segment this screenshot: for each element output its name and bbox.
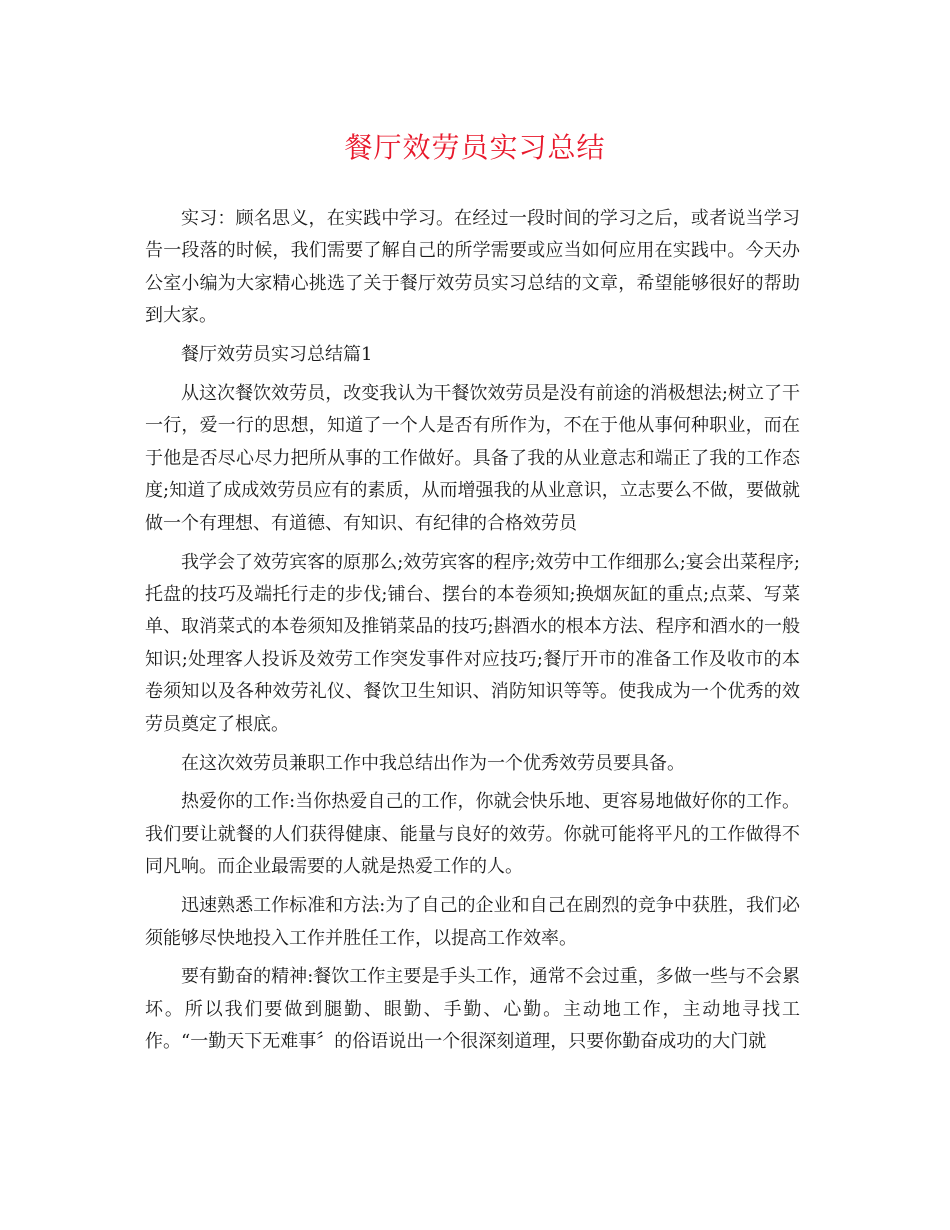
paragraph: 在这次效劳员兼职工作中我总结出作为一个优秀效劳员要具备。 xyxy=(181,752,685,774)
document-body xyxy=(145,203,800,1065)
paragraph-intro: 实习：顾名思义，在实践中学习。在经过一段时间的学习之后，或者说当学习告一段落的时候，我们需要了解自己的所学需要或应当如何应用在实践中。今天办公室小编为大家精心挑选了关于餐厅效劳员实习总结的文章，希望能够很好的帮助到大家。 xyxy=(145,208,800,327)
paragraph: 要有勤奋的精神:餐饮工作主要是手头工作，通常不会过重，多做一些与不会累坏。所以我们要做到腿勤、眼勤、手勤、心勤。主动地工作，主动地寻找工作。“一勤天下无难事〞的俗语说出一个很深刻道理，只要你勤奋成功的大门就 xyxy=(145,966,800,1053)
paragraph: 从这次餐饮效劳员，改变我认为干餐饮效劳员是没有前途的消极想法;树立了干一行，爱一行的思想，知道了一个人是否有所作为，不在于他从事何种职业，而在于他是否尽心尽力把所从事的工作做好。具备了我的从业意志和端正了我的工作态度;知道了成成效劳员应有的素质，从而增强我的从业意识，立志要么不做，要做就做一个有理想、有道德、有知识、有纪律的合格效劳员 xyxy=(145,383,800,534)
paragraph: 迅速熟悉工作标准和方法:为了自己的企业和自己在剧烈的竞争中获胜，我们必须能够尽快地投入工作并胜任工作，以提高工作效率。 xyxy=(145,895,800,949)
section-heading: 餐厅效劳员实习总结篇1 xyxy=(181,344,373,366)
paragraph: 热爱你的工作:当你热爱自己的工作，你就会快乐地、更容易地做好你的工作。我们要让就餐的人们获得健康、能量与良好的效劳。你就可能将平凡的工作做得不同凡响。而企业最需要的人就是热爱工作的人。 xyxy=(145,791,800,878)
paragraph: 我学会了效劳宾客的原那么;效劳宾客的程序;效劳中工作细那么;宴会出菜程序;托盘的技巧及端托行走的步伐;铺台、摆台的本卷须知;换烟灰缸的重点;点菜、写菜单、取消菜式的本卷须知及推销菜品的技巧;斟酒水的根本方法、程序和酒水的一般知识;处理客人投诉及效劳工作突发事件对应技巧;餐厅开市的准备工作及收市的本卷须知以及各种效劳礼仪、餐饮卫生知识、消防知识等等。使我成为一个优秀的效劳员奠定了根底。 xyxy=(145,551,800,735)
document-title: 餐厅效劳员实习总结 xyxy=(344,131,606,164)
